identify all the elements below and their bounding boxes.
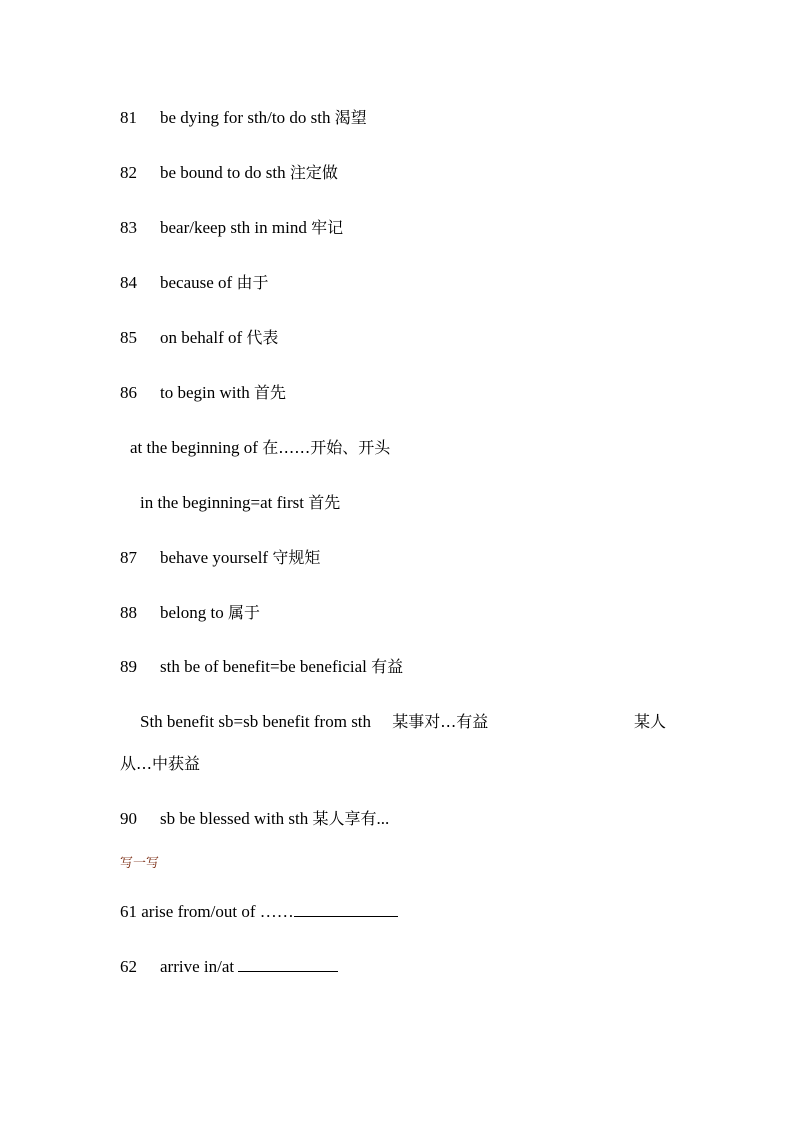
- entry-number: 89: [120, 657, 137, 676]
- entry-83: [120, 217, 343, 239]
- entry-number: 84: [120, 273, 137, 292]
- entry-english: because of: [160, 273, 237, 292]
- entry-number: 82: [120, 163, 137, 182]
- exercise-number: 61: [120, 902, 137, 921]
- entry-english: sb be blessed with sth: [160, 809, 313, 828]
- entry-english: be bound to do sth: [160, 163, 290, 182]
- entry-ellipsis: ...: [376, 809, 390, 828]
- answer-blank[interactable]: [294, 900, 398, 917]
- entry-chinese: 注定做: [289, 163, 338, 182]
- entry-english: behave yourself: [160, 548, 273, 567]
- entry-english: in the beginning=at first: [140, 493, 309, 512]
- entry-89-sub-1: [140, 711, 488, 733]
- entry-number: 88: [120, 603, 137, 622]
- entry-english: at the beginning of: [130, 438, 263, 457]
- entry-87: [120, 547, 320, 569]
- entry-89-sub-2-end: [120, 753, 200, 775]
- entry-number: 90: [120, 809, 137, 828]
- entry-86-sub-2: [140, 492, 340, 514]
- entry-english: sth be of benefit=be beneficial: [160, 657, 372, 676]
- answer-blank[interactable]: [238, 955, 338, 972]
- entry-chinese: 在……开始、开头: [262, 438, 391, 457]
- entry-chinese: 属于: [228, 603, 261, 622]
- section-heading: 写一写: [120, 856, 160, 871]
- exercise-text: arrive in/at: [160, 957, 239, 976]
- entry-84: [120, 272, 268, 294]
- entry-chinese: 由于: [236, 273, 269, 292]
- entry-chinese: 某事对…有益: [392, 712, 489, 731]
- exercise-number: 62: [120, 957, 137, 976]
- entry-english: Sth benefit sb=sb benefit from sth: [140, 712, 376, 731]
- entry-english: be dying for sth/to do sth: [160, 108, 335, 127]
- entry-number: 85: [120, 328, 137, 347]
- entry-chinese: 首先: [253, 383, 286, 402]
- entry-english: belong to: [160, 603, 228, 622]
- exercise-61: [120, 900, 398, 923]
- entry-chinese: 首先: [308, 493, 341, 512]
- entry-number: 81: [120, 108, 137, 127]
- entry-89: [120, 656, 403, 678]
- entry-chinese: 守规矩: [272, 548, 321, 567]
- exercise-62: [120, 955, 338, 978]
- entry-chinese: 渴望: [334, 108, 367, 127]
- entry-85: [120, 327, 278, 349]
- entry-89-sub-2-start: [634, 711, 666, 733]
- entry-english: to begin with: [160, 383, 254, 402]
- entry-number: 87: [120, 548, 137, 567]
- exercise-text: arise from/out of ……: [141, 902, 294, 921]
- entry-number: 83: [120, 218, 137, 237]
- entry-86: [120, 382, 286, 404]
- entry-chinese: 某人: [634, 712, 667, 731]
- entry-88: [120, 602, 260, 624]
- entry-90: [120, 808, 389, 830]
- entry-chinese: 代表: [246, 328, 279, 347]
- entry-chinese: 牢记: [311, 218, 344, 237]
- entry-number: 86: [120, 383, 137, 402]
- entry-chinese: 从…中获益: [120, 754, 201, 773]
- entry-chinese: 某人享有: [312, 809, 377, 828]
- entry-english: bear/keep sth in mind: [160, 218, 312, 237]
- entry-82: [120, 162, 338, 184]
- entry-81: [120, 107, 367, 129]
- entry-chinese: 有益: [371, 657, 404, 676]
- entry-86-sub-1: [130, 437, 390, 459]
- entry-english: on behalf of: [160, 328, 247, 347]
